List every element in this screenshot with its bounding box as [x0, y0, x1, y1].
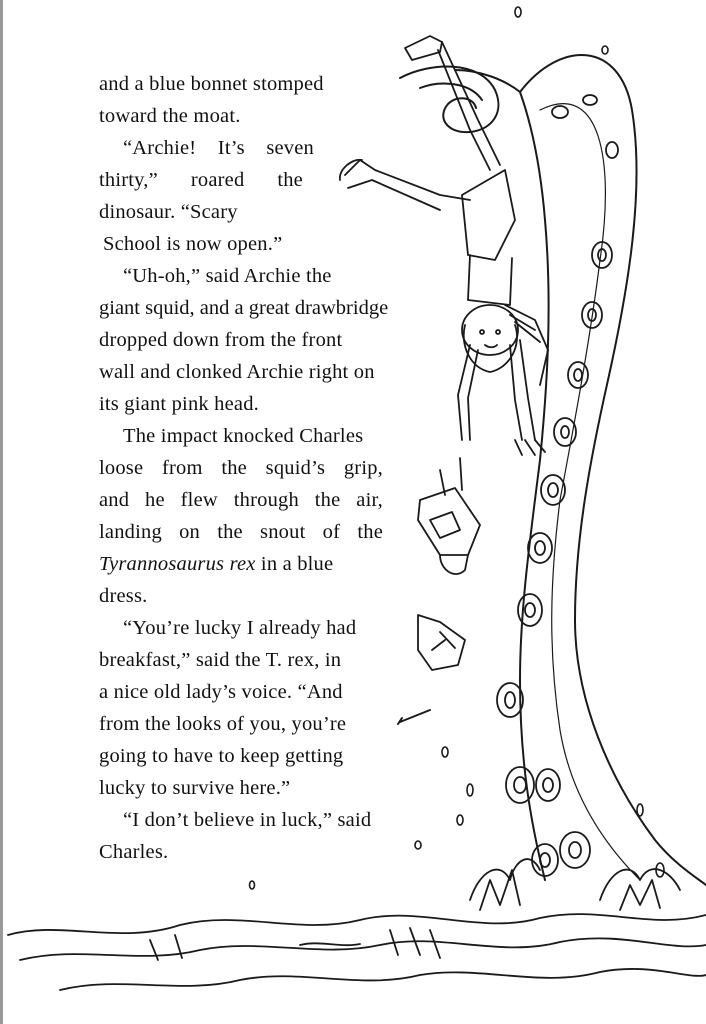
text-line: from the looks of you, you’re — [99, 713, 347, 735]
text-line: “You’re lucky I already had — [123, 617, 357, 639]
text-line: going to have to keep getting — [99, 745, 344, 767]
water-splash — [470, 859, 680, 910]
text-line: Charles. — [99, 841, 169, 863]
moat-water — [8, 914, 706, 990]
text-line: and a blue bonnet stomped — [99, 73, 324, 95]
text-line: dropped down from the front — [99, 329, 343, 351]
text-line: a nice old lady’s voice. “And — [99, 681, 343, 703]
text-line: School is now open.” — [103, 233, 283, 255]
text-line: and he flew through the air, — [99, 489, 383, 511]
text-fragment: in a blue — [255, 553, 334, 575]
boy-figure — [340, 36, 548, 455]
text-line: “I don’t believe in luck,” said — [123, 809, 372, 831]
tentacle-midline — [540, 104, 640, 880]
text-line: dress. — [99, 585, 148, 607]
text-line: “Archie! It’s seven — [123, 137, 314, 159]
text-line: thirty,” roared the — [99, 169, 303, 191]
water-droplets — [250, 7, 665, 889]
text-line: its giant pink head. — [99, 393, 260, 415]
pencil — [398, 710, 430, 724]
text-line: dinosaur. “Scary — [99, 201, 238, 223]
species-name: Tyrannosaurus rex — [99, 553, 256, 575]
suction-cups — [497, 95, 618, 876]
backpack — [418, 458, 480, 574]
text-line: landing on the snout of the — [99, 521, 383, 543]
text-line: giant squid, and a great drawbridge — [99, 297, 389, 319]
tentacle-inner — [520, 92, 549, 880]
tentacle-outline — [520, 55, 706, 885]
book — [418, 615, 465, 670]
text-line: wall and clonked Archie right on — [99, 361, 375, 383]
tentacle-curl-edge — [420, 70, 520, 100]
text-line: The impact knocked Charles — [123, 425, 364, 447]
text-line: loose from the squid’s grip, — [99, 457, 383, 479]
text-line: lucky to survive here.” — [99, 777, 291, 799]
text-line: “Uh-oh,” said Archie the — [123, 265, 332, 287]
text-line: breakfast,” said the T. rex, in — [99, 649, 342, 671]
text-line: toward the moat. — [99, 105, 241, 127]
